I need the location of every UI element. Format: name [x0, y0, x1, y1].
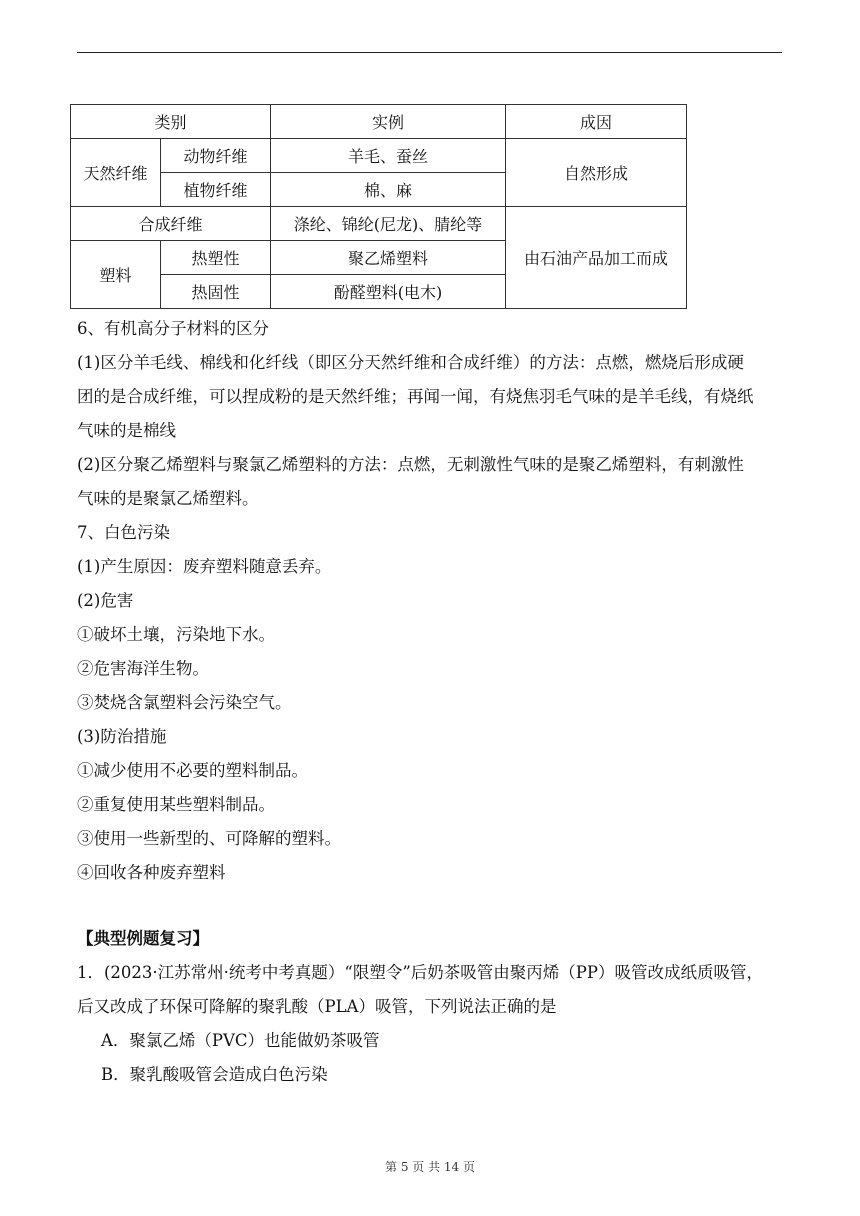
text-line: ①破坏土壤，污染地下水。	[77, 625, 275, 644]
text-line: (1)区分羊毛线、棉线和化纤线（即区分天然纤维和合成纤维）的方法：点燃，燃烧后形成硬	[77, 353, 744, 372]
text-line: 团的是合成纤维，可以捏成粉的是天然纤维；再闻一闻，有烧焦羽毛气味的是羊毛线，有烧纸	[77, 387, 754, 406]
cell-plant-example: 棉、麻	[271, 173, 506, 207]
table-row	[71, 139, 687, 173]
option-b: B．聚乳酸吸管会造成白色污染	[101, 1065, 328, 1084]
header-category: 类别	[71, 105, 271, 139]
fiber-plastic-table	[70, 104, 687, 309]
header-rule	[77, 52, 782, 53]
review-section	[77, 922, 785, 1092]
section-heading: 6、有机高分子材料的区分	[77, 319, 269, 338]
cell-thermoset-example: 酚醛塑料(电木)	[271, 275, 506, 309]
table-row	[71, 105, 687, 139]
text-line: (2)区分聚乙烯塑料与聚氯乙烯塑料的方法：点燃，无刺激性气味的是聚乙烯塑料，有刺激性	[77, 455, 744, 474]
text-line: ④回收各种废弃塑料	[77, 863, 226, 882]
option-a: A．聚氯乙烯（PVC）也能做奶茶吸管	[101, 1031, 380, 1050]
question-text: 后又改成了环保可降解的聚乳酸（PLA）吸管，下列说法正确的是	[77, 997, 557, 1016]
review-heading: 【典型例题复习】	[77, 929, 209, 948]
text-line: ②重复使用某些塑料制品。	[77, 795, 275, 814]
section-heading: 7、白色污染	[77, 523, 170, 542]
cell-plant-fiber: 植物纤维	[161, 173, 271, 207]
text-line: ①减少使用不必要的塑料制品。	[77, 761, 308, 780]
cell-plastic: 塑料	[71, 241, 161, 309]
text-line: (2)危害	[77, 591, 134, 610]
header-cause: 成因	[506, 105, 687, 139]
text-line: ②危害海洋生物。	[77, 659, 209, 678]
text-line: 气味的是棉线	[77, 421, 176, 440]
page-footer: 第 5 页 共 14 页	[385, 1160, 475, 1174]
text-line: ③焚烧含氯塑料会污染空气。	[77, 693, 292, 712]
cell-animal-example: 羊毛、蚕丝	[271, 139, 506, 173]
cell-thermoplastic-example: 聚乙烯塑料	[271, 241, 506, 275]
cell-thermoset: 热固性	[161, 275, 271, 309]
header-example: 实例	[271, 105, 506, 139]
question-text: 1．(2023·江苏常州·统考中考真题）“限塑令”后奶茶吸管由聚丙烯（PP）吸管改成纸质吸管，	[77, 963, 763, 982]
cell-natural-cause: 自然形成	[506, 139, 687, 207]
cell-synthetic-cause: 由石油产品加工而成	[506, 207, 687, 309]
text-line: (3)防治措施	[77, 727, 167, 746]
cell-animal-fiber: 动物纤维	[161, 139, 271, 173]
text-line: (1)产生原因：废弃塑料随意丢弃。	[77, 557, 332, 576]
cell-natural-fiber: 天然纤维	[71, 139, 161, 207]
cell-thermoplastic: 热塑性	[161, 241, 271, 275]
text-line: ③使用一些新型的、可降解的塑料。	[77, 829, 341, 848]
notes-section	[77, 312, 785, 890]
text-line: 气味的是聚氯乙烯塑料。	[77, 489, 259, 508]
cell-synthetic-example: 涤纶、锦纶(尼龙)、腈纶等	[271, 207, 506, 241]
cell-synthetic-fiber: 合成纤维	[71, 207, 271, 241]
table-row	[71, 207, 687, 241]
